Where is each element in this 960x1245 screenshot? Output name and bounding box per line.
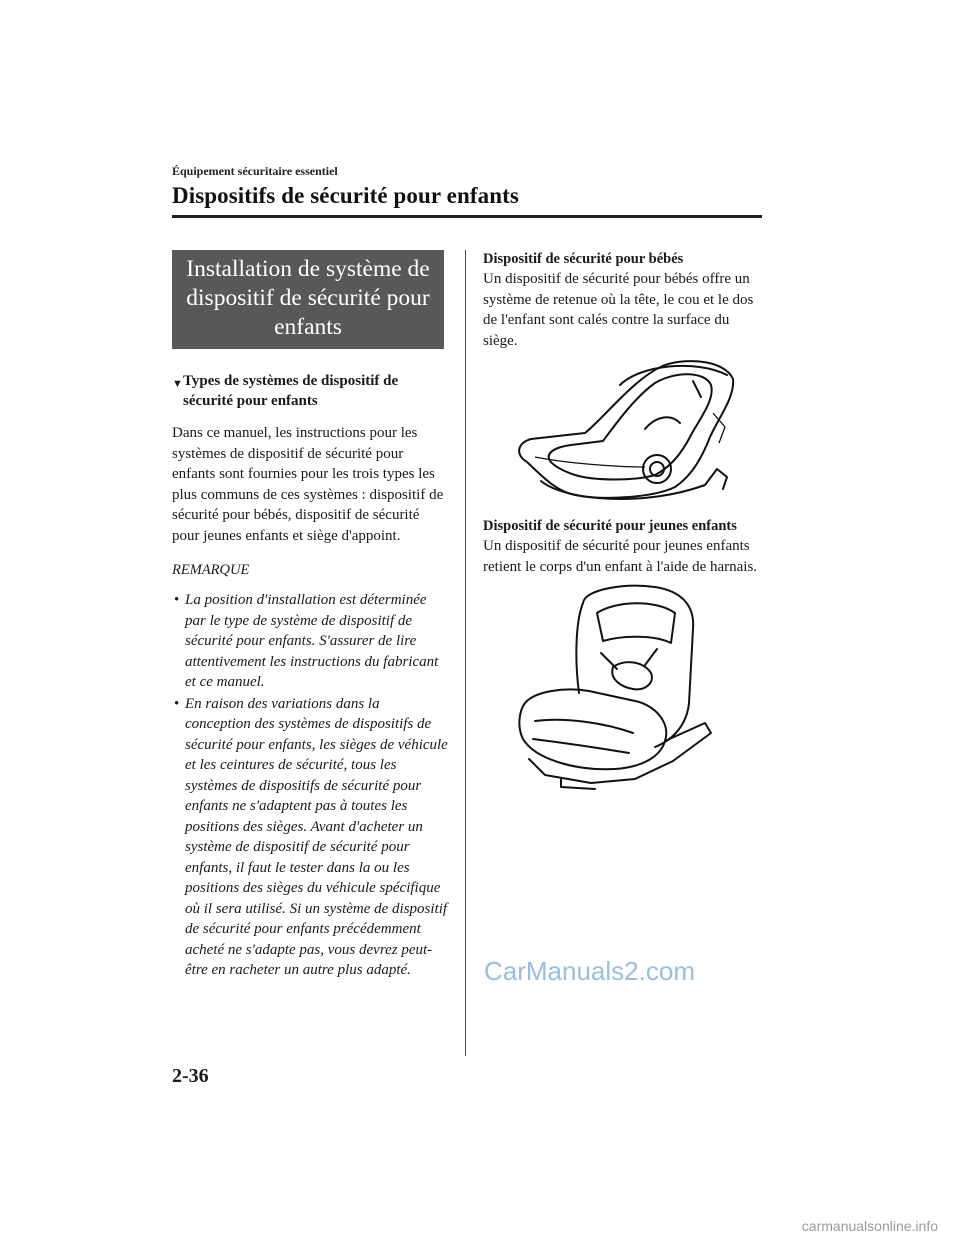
- right-column: [483, 250, 761, 793]
- page-title: Dispositifs de sécurité pour enfants: [172, 183, 519, 208]
- left-column: [172, 250, 448, 982]
- infant-seat-heading: Dispositif de sécurité pour bébés: [483, 251, 684, 267]
- infant-seat-text: Un dispositif de sécurité pour bébés offre un système de retenue où la tête, le cou et le dos de l'enfant sont calés contre la surface du siège.: [483, 271, 754, 349]
- bullet-icon: •: [174, 695, 180, 712]
- note-text: En raison des variations dans la conception des systèmes de dispositifs de sécurité pour enfants, les sièges de véhicule et les ceintures de sécurité, tous les systèmes de dispositifs de sécurité pour enfants ne s'adaptent pas à toutes les positions des sièges. Avant d'acheter un système de dispositif de sécurité pour enfants, il faut le tester dans la ou les positions des sièges du véhicule spécifique où il sera utilisé. Si un système de dispositif de sécurité pour enfants précédemment acheté ne s'adapte pas, vous devrez peut-être en racheter un autre plus adapté.: [185, 695, 448, 978]
- column-divider: [465, 250, 466, 1056]
- list-item: [174, 694, 448, 981]
- child-seat-text: Un dispositif de sécurité pour jeunes enfants retient le corps d'un enfant à l'aide de harnais.: [483, 538, 758, 575]
- child-seat-illustration: [505, 583, 725, 793]
- note-text: La position d'installation est déterminée par le type de système de dispositif de sécurité pour enfants. S'assurer de lire attentivement les instructions du fabricant et ce manuel.: [185, 592, 439, 690]
- child-seat-heading: Dispositif de sécurité pour jeunes enfants: [483, 518, 737, 534]
- footer-watermark: carmanualsonline.info: [801, 1218, 938, 1234]
- infant-seat-illustration: [505, 357, 735, 507]
- list-item: [174, 590, 448, 693]
- subheading: [172, 371, 448, 411]
- watermark: CarManuals2.com: [484, 956, 695, 986]
- remark-label: REMARQUE: [172, 562, 250, 578]
- bullet-icon: •: [174, 592, 180, 608]
- section-label: Équipement sécuritaire essentiel: [172, 164, 338, 178]
- intro-paragraph: Dans ce manuel, les instructions pour les systèmes de dispositif de sécurité pour enfants sont fournies pour les trois types les plus communs de ces systèmes : dispositif de sécurité pour bébés, dispositif de sécurité pour jeunes enfants et siège d'appoint.: [172, 425, 444, 544]
- page-number: 2-36: [172, 1065, 209, 1087]
- triangle-marker-icon: ▼: [172, 378, 183, 390]
- section-heading-box: Installation de système de dispositif de sécurité pour enfants: [172, 250, 444, 349]
- title-rule: [172, 215, 762, 218]
- subheading-text: Types de systèmes de dispositif de sécurité pour enfants: [183, 373, 399, 409]
- remark-list: [172, 590, 448, 981]
